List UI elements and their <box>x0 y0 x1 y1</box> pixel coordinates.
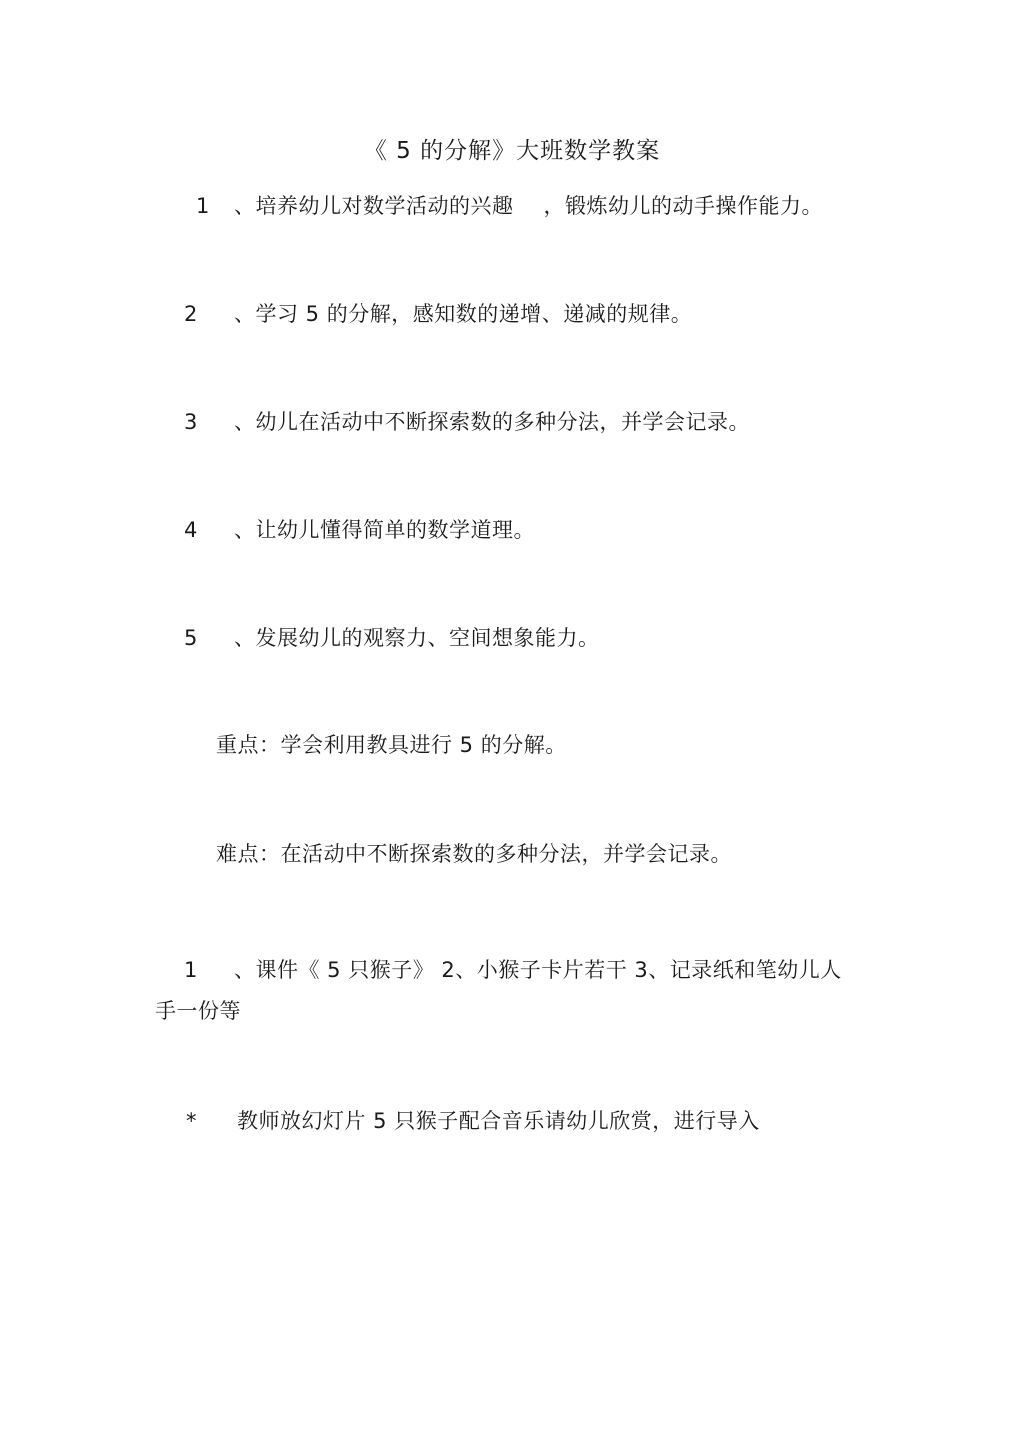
goal-number: 3 <box>184 410 198 434</box>
goal-text: 、学习 5 的分解，感知数的递增、递减的规律。 <box>234 302 693 326</box>
materials-line-1 <box>184 955 842 985</box>
goal-item-2 <box>184 299 692 329</box>
materials-line-2: 手一份等 <box>155 999 241 1023</box>
goal-item-3 <box>184 407 750 437</box>
materials-number: 1 <box>184 958 198 982</box>
goal-number: 2 <box>184 302 198 326</box>
goal-number: 5 <box>184 626 198 650</box>
goal-number: 4 <box>184 518 198 542</box>
goal-text: 、幼儿在活动中不断探索数的多种分法，并学会记录。 <box>234 410 750 434</box>
bullet-star: * <box>186 1109 197 1133</box>
document-title: 《 5 的分解》大班数学教案 <box>363 138 661 164</box>
process-item <box>186 1106 760 1136</box>
goal-text: 、发展幼儿的观察力、空间想象能力。 <box>234 626 600 650</box>
key-point: 重点：学会利用教具进行 5 的分解。 <box>216 733 567 757</box>
goal-text-part-a: 、培养幼儿对数学活动的兴趣 <box>234 194 514 218</box>
process-text: 教师放幻灯片 5 只猴子配合音乐请幼儿欣赏，进行导入 <box>237 1109 760 1133</box>
goal-text-part-b: ，锻炼幼儿的动手操作能力。 <box>543 194 823 218</box>
goal-text: 、让幼儿懂得简单的数学道理。 <box>234 518 535 542</box>
goal-item-5 <box>184 623 600 653</box>
difficult-point: 难点：在活动中不断探索数的多种分法，并学会记录。 <box>216 842 732 866</box>
goal-number: 1 <box>196 194 210 218</box>
materials-text: 、课件《 5 只猴子》 2、小猴子卡片若干 3、记录纸和笔幼儿人 <box>234 958 842 982</box>
goal-item-1 <box>196 191 823 221</box>
goal-item-4 <box>184 515 535 545</box>
